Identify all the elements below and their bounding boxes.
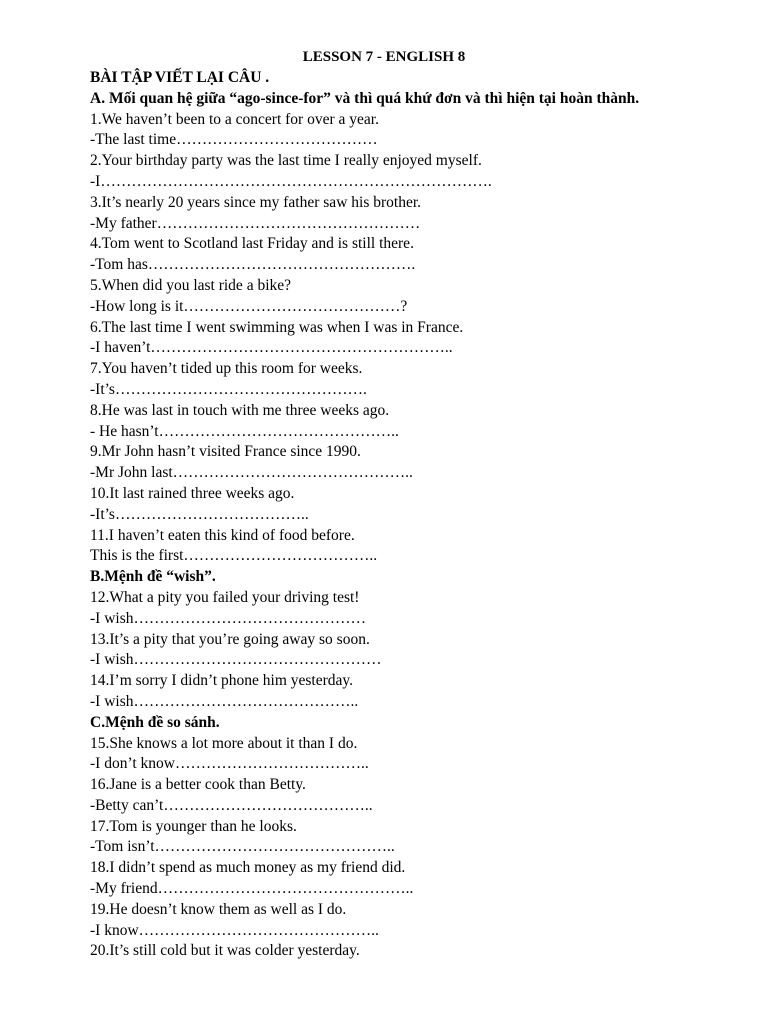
answer-line: -Mr John last……………………………………….. <box>90 464 413 482</box>
answer-line: - He hasn’t……………………………………….. <box>90 422 399 440</box>
exercise-prompt: 9.Mr John hasn’t visited France since 1990. <box>90 443 361 461</box>
section-heading: C.Mệnh đề so sánh. <box>90 713 220 731</box>
exercise-prompt: 8.He was last in touch with me three weeks ago. <box>90 401 390 419</box>
answer-line: -I know……………………………………….. <box>90 921 379 939</box>
exercise-prompt: 12.What a pity you failed your driving test! <box>90 588 360 606</box>
answer-line: -How long is it……………………………………? <box>90 297 408 315</box>
exercise-prompt: 4.Tom went to Scotland last Friday and is still there. <box>90 235 414 253</box>
page-title: LESSON 7 - ENGLISH 8 <box>302 49 466 65</box>
answer-line: -I wish………………………………………… <box>90 651 382 669</box>
exercise-prompt: 15.She knows a lot more about it than I do. <box>90 734 358 752</box>
exercise-prompt: 1.We haven’t been to a concert for over a year. <box>90 110 379 128</box>
answer-line: -It’s…………………………………………. <box>90 380 367 398</box>
exercise-prompt: 3.It’s nearly 20 years since my father saw his brother. <box>90 193 422 211</box>
answer-line: -I don’t know……………………………….. <box>90 755 369 773</box>
answer-line: -Betty can’t………………………………….. <box>90 796 373 814</box>
exercise-prompt: 7.You haven’t tided up this room for weeks. <box>90 360 363 378</box>
exercise-prompt: 19.He doesn’t know them as well as I do. <box>90 900 347 918</box>
answer-line: -I haven’t………………………………………………….. <box>90 339 453 357</box>
answer-line: -It’s……………………………….. <box>90 505 309 523</box>
exercise-prompt: 14.I’m sorry I didn’t phone him yesterday. <box>90 672 354 690</box>
answer-line: -The last time………………………………… <box>90 131 378 149</box>
section-heading: A. Mối quan hệ giữa “ago-since-for” và thì quá khứ đơn và thì hiện tại hoàn thành. <box>90 89 640 107</box>
exercise-prompt: 20.It’s still cold but it was colder yesterday. <box>90 942 360 960</box>
exercise-prompt: 11.I haven’t eaten this kind of food before. <box>90 526 355 544</box>
exercise-prompt: 18.I didn’t spend as much money as my friend did. <box>90 859 406 877</box>
answer-line: This is the first……………………………….. <box>90 547 378 565</box>
exercise-prompt: 13.It’s a pity that you’re going away so soon. <box>90 630 370 648</box>
answer-line: -My father…………………………………………… <box>90 214 421 232</box>
answer-line: -My friend………………………………………….. <box>90 880 414 898</box>
answer-line: -I…………………………………………………………………. <box>90 172 492 190</box>
exercise-prompt: 17.Tom is younger than he looks. <box>90 817 297 835</box>
exercise-prompt: 6.The last time I went swimming was when I was in France. <box>90 318 464 336</box>
exercise-prompt: 5.When did you last ride a bike? <box>90 276 292 294</box>
exercise-prompt: 10.It last rained three weeks ago. <box>90 484 295 502</box>
exercise-body <box>90 68 750 962</box>
section-heading: B.Mệnh đề “wish”. <box>90 568 216 586</box>
exercise-prompt: 2.Your birthday party was the last time I really enjoyed myself. <box>90 152 482 170</box>
exercise-prompt: 16.Jane is a better cook than Betty. <box>90 776 306 794</box>
answer-line: -I wish……………………………………… <box>90 609 366 627</box>
answer-line: -Tom isn’t……………………………………….. <box>90 838 395 856</box>
section-heading: BÀI TẬP VIẾT LẠI CÂU . <box>90 69 270 86</box>
answer-line: -I wish…………………………………….. <box>90 692 359 710</box>
answer-line: -Tom has……………………………………………. <box>90 256 416 274</box>
